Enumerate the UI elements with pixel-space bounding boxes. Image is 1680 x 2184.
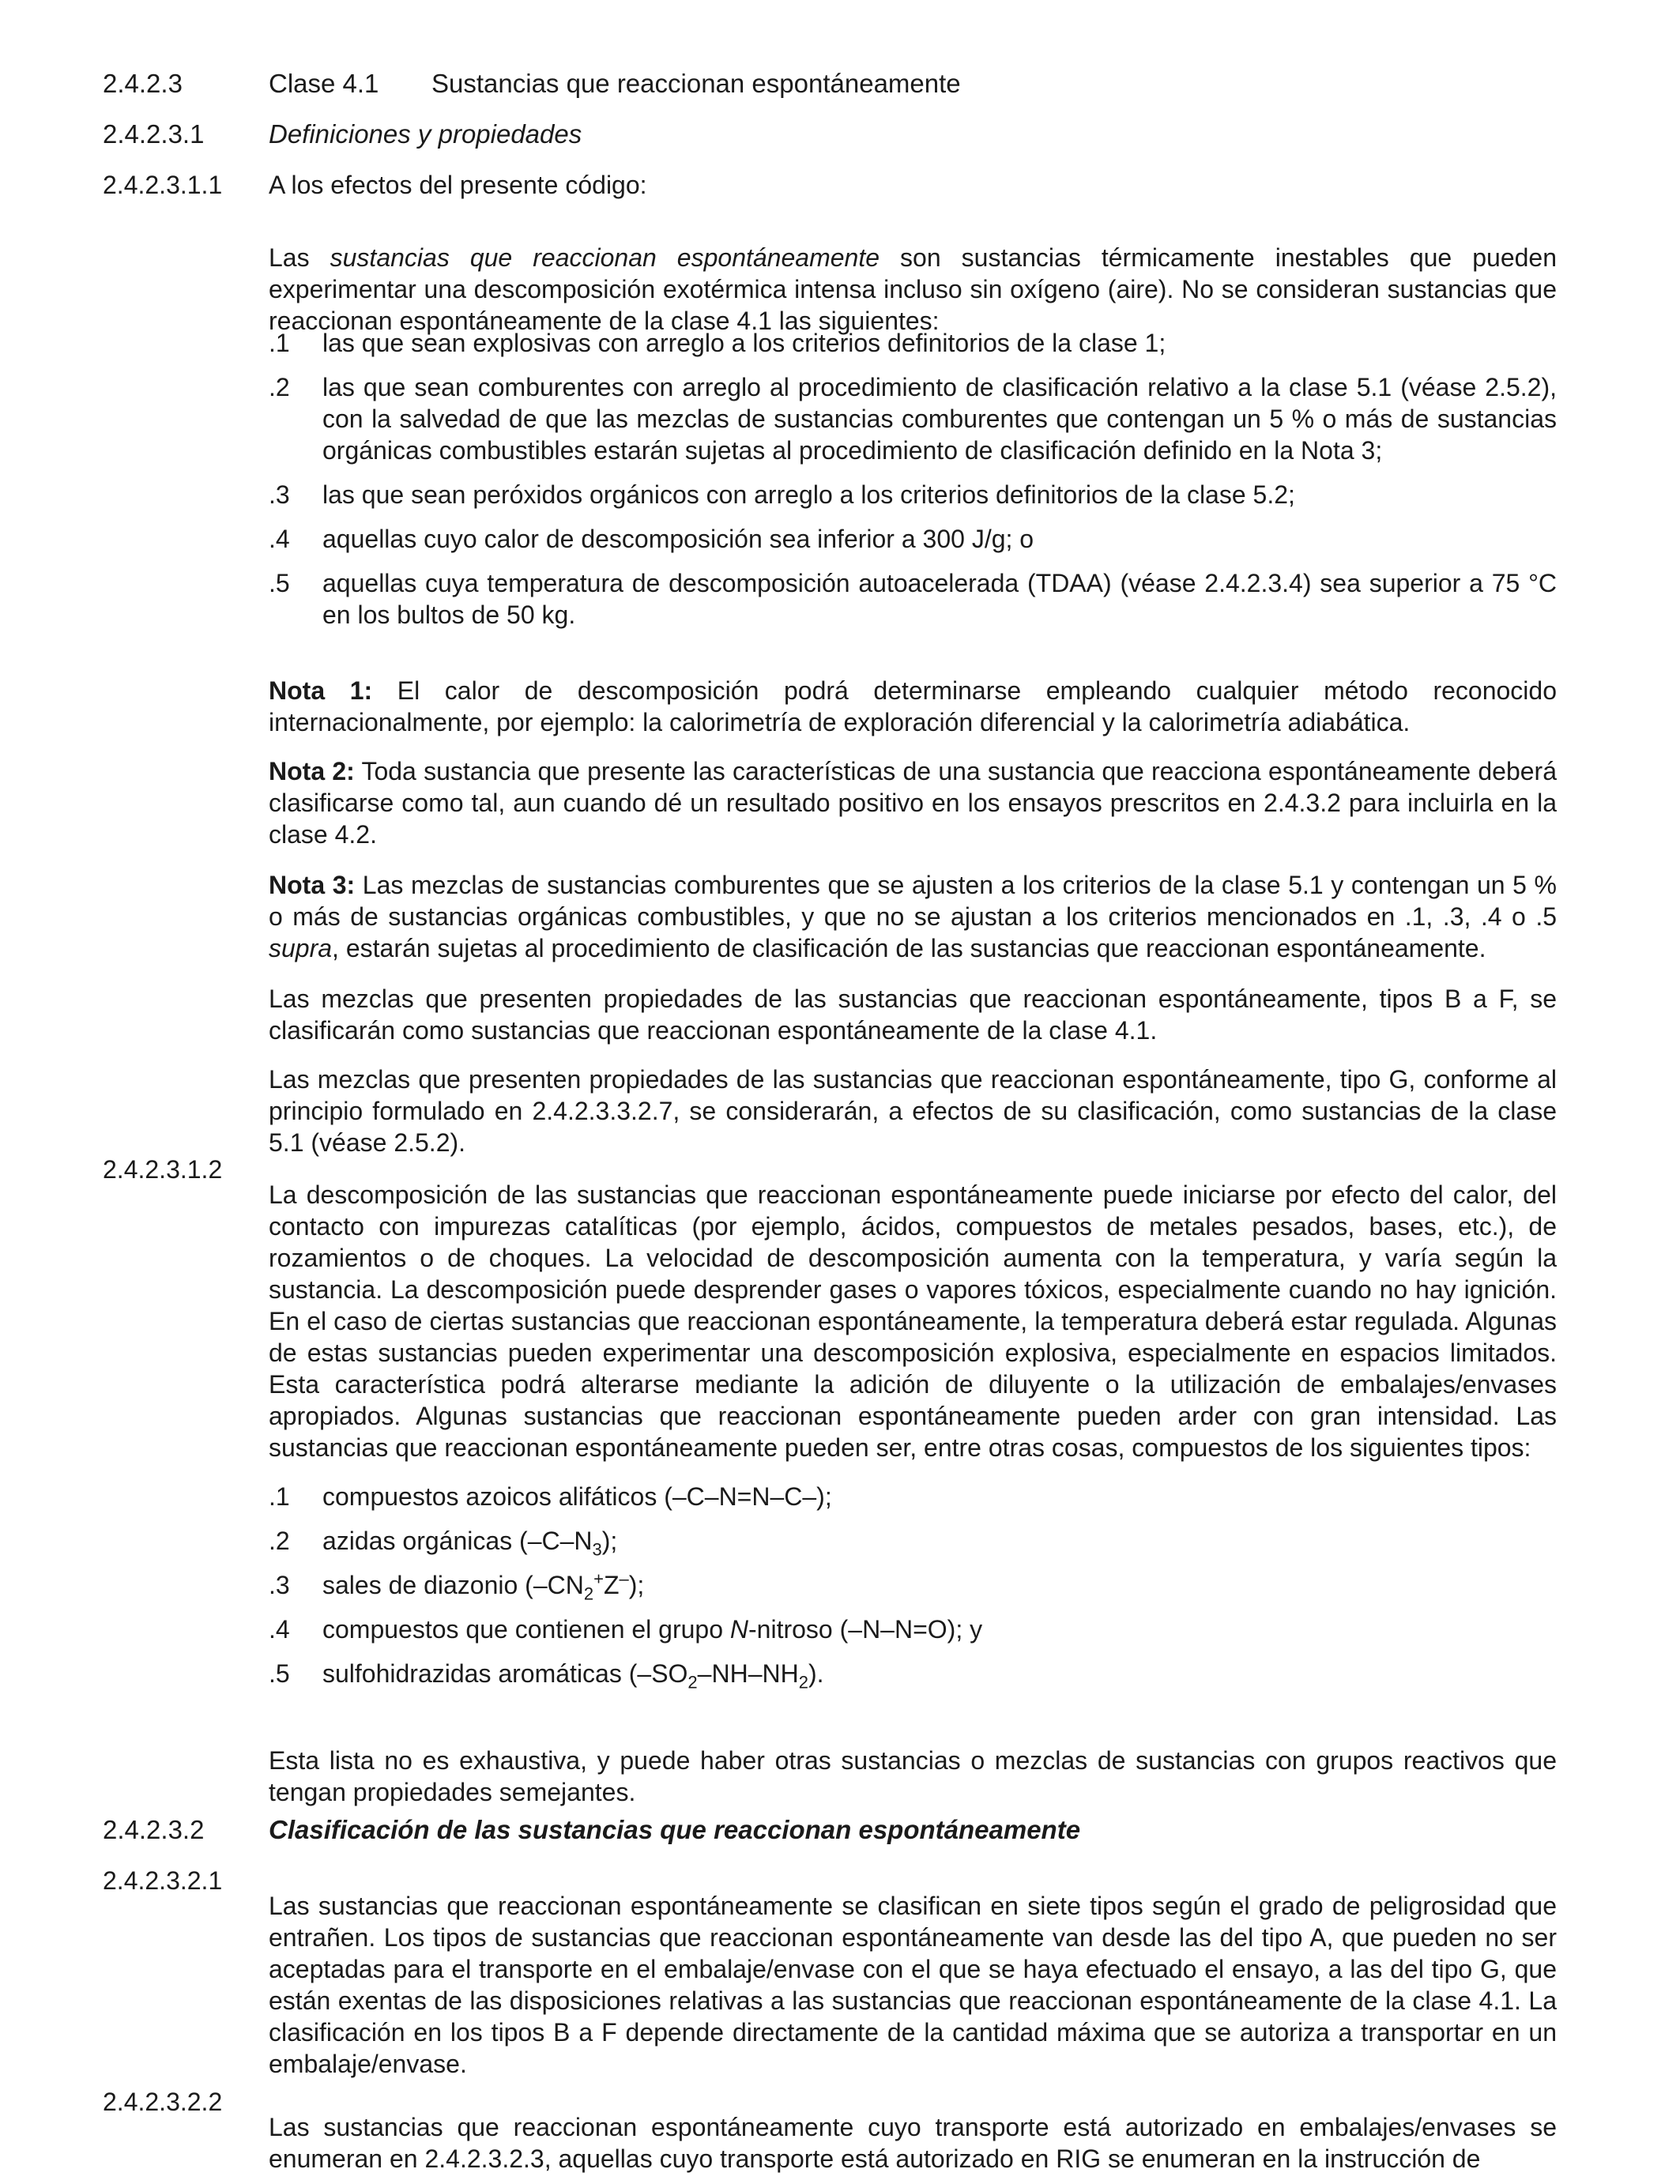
subsection-number: 2.4.2.3.1 [103, 119, 205, 149]
list-item-text: las que sean explosivas con arreglo a los criterios definitorios de la clase 1; [322, 329, 1166, 357]
list-item-label: .4 [269, 525, 290, 553]
paragraph-text: Las sustancias que reaccionan espontáneamente cuyo transporte está autorizado en embalajes/envases se enumeran en 2.4.2.3.2.3, aquellas cuyo transporte está autorizado en RIG se enumeran en la instrucción de [269, 2113, 1557, 2173]
paragraph-lead: A los efectos del presente código: [269, 171, 647, 199]
paragraph-number: 2.4.2.3.1.1 [103, 171, 223, 199]
section-title: Sustancias que reaccionan espontáneamente [431, 69, 961, 98]
list-item-label: .2 [269, 373, 290, 401]
list-item-label: .5 [269, 569, 290, 597]
list-item-text: las que sean comburentes con arreglo al procedimiento de clasificación relativo a la clase 5.1 (véase 2.5.2), con la salvedad de que las mezclas de sustancias comburentes que contengan un 5 % o más de sustancias orgánicas combustibles estarán sujetas al procedimiento de clasificación definido en la Nota 3; [322, 373, 1557, 465]
subsection-number: 2.4.2.3.2 [103, 1815, 205, 1844]
list-item-text: las que sean peróxidos orgánicos con arreglo a los criterios definitorios de la clase 5.2; [322, 480, 1295, 509]
subsection-title: Clasificación de las sustancias que reaccionan espontáneamente [269, 1815, 1081, 1844]
note-text: El calor de descomposición podrá determinarse empleando cualquier método reconocido internacionalmente, por ejemplo: la calorimetría de exploración diferencial y la calorimetría adiabática. [269, 676, 1558, 736]
list-item-label: .3 [269, 480, 290, 509]
paragraph-number: 2.4.2.3.2.1 [103, 1866, 223, 1895]
note-label: Nota 3: [269, 871, 356, 899]
list-item-text: aquellas cuyo calor de descomposición sea inferior a 300 J/g; o [322, 525, 1034, 553]
class-label: Clase 4.1 [269, 69, 379, 98]
definition-text: Las sustancias que reaccionan espontáneamente son sustancias térmicamente inestables que pueden experimentar una descomposición exotérmica intensa incluso sin oxígeno (aire). No se consideran sustancias que reaccionan espontáneamente de la clase 4.1 las siguientes: [269, 243, 1558, 335]
paragraph-number: 2.4.2.3.2.2 [103, 2088, 223, 2116]
note-label: Nota 1: [269, 676, 373, 705]
list-item-text: aquellas cuya temperatura de descomposición autoacelerada (TDAA) (véase 2.4.2.3.4) sea superior a 75 °C en los bultos de 50 kg. [322, 569, 1557, 629]
list-item-label: .1 [269, 329, 290, 357]
subsection-title: Definiciones y propiedades [269, 119, 582, 149]
note-text: Toda sustancia que presente las características de una sustancia que reacciona espontáneamente deberá clasificarse como tal, aun cuando dé un resultado positivo en los ensayos prescritos en 2.4.3.2 para incluirla en la clase 4.2. [269, 757, 1558, 849]
note-label: Nota 2: [269, 757, 355, 785]
paragraph-text: Las sustancias que reaccionan espontáneamente se clasifican en siete tipos según el grado de peligrosidad que entrañen. Los tipos de sustancias que reaccionan espontáneamente van desde las del tipo A, que pueden no ser aceptadas para el transporte en el embalaje/envase con el que se haya efectuado el ensayo, a las del tipo G, que están exentas de las disposiciones relativas a las sustancias que reaccionan espontáneamente de la clase 4.1. La clasificación en los tipos B a F depende directamente de la cantidad máxima que se autoriza a transportar en un embalaje/envase. [269, 1892, 1557, 2078]
section-number: 2.4.2.3 [103, 69, 183, 98]
paragraph-number: 2.4.2.3.1.2 [103, 1155, 223, 1184]
document-page: 2.4.2.3 Clase 4.1 Sustancias que reaccionan espontáneamente 2.4.2.3.1 Definiciones y propiedades 2.4.2.3.1.1 A los efectos del presente código: Las sustancias que reaccionan espontáneamente son sustancias térmicamente inestables que pueden experimentar una descomposición exotérmica intensa incluso sin oxígeno (aire). No se consideran sustancias que reaccionan espontáneamente de la clase 4.1 las siguientes: .1 las que sean explosivas con arreglo a los criterios definitorios de la clase 1; .2 las que sean comburentes con arreglo al procedimiento de clasificación relativo a la clase 5.1 (véase 2.5.2), con la salvedad de que las mezclas de sustancias comburentes que contengan un 5 % o más de sustancias orgánicas combustibles estarán sujetas al procedimiento de clasificación definido en la Nota 3; .3 las que sean peróxidos orgánicos con arreglo a los criterios definitorios de la clase 5.2; .4 aquellas cuyo calor de descomposición sea inferior a 300 J/g; o .5 aquellas cuya temperatura de descomposición autoacelerada (TDAA) (véase 2.4.2.3.4) sea superior a 75 °C en los bultos de 50 kg. Nota 1: El calor de descomposición podrá determinarse empleando cualquier método reconocido internacionalmente, por ejemplo: la calorimetría de exploración diferencial y la calorimetría adiabática. Nota 2: Toda sustancia que presente las características de una sustancia que reacciona espontáneamente deberá clasificarse como tal, aun cuando dé un resultado positivo en los ensayos prescritos en 2.4.3.2 para incluirla en la clase 4.2. Nota 3: Las mezclas de sustancias comburentes que se ajusten a los criterios de la clase 5.1 y contengan un 5 % o más de sustancias orgánicas combustibles, y que no se ajustan a los criterios mencionados en .1, .3, .4 o .5 supra, estarán sujetas al procedimiento de clasificación de las sustancias que reaccionan espontáneamente. Las mezclas que presenten propiedades de las sustancias que reaccionan espontáneamente, tipos B a F, se clasificarán como sustancias que reaccionan espontáneamente de la clase 4.1. Las mezclas que presenten propiedades de las sustancias que reaccionan espontáneamente, tipo G, conforme al principio formulado en 2.4.2.3.3.2.7, se considerarán, a efectos de su clasificación, como sustancias de la clase 5.1 (véase 2.5.2). 2.4.2.3.1.2 La descomposición de las sustancias que reaccionan espontáneamente puede iniciarse por efecto del calor, del contacto con impurezas catalíticas (por ejemplo, ácidos, compuestos de metales pesados, bases, etc.), de rozamientos o de choques. La velocidad de descomposición aumenta con la temperatura, y varía según la sustancia. La descomposición puede desprender gases o vapores tóxicos, especialmente cuando no hay ignición. En el caso de ciertas sustancias que reaccionan espontáneamente, la temperatura deberá estar regulada. Algunas de estas sustancias pueden experimentar una descomposición explosiva, especialmente en espacios limitados. Esta característica podrá alterarse mediante la adición de diluyente o la utilización de embalajes/envases apropiados. Algunas sustancias que reaccionan espontáneamente pueden arder con gran intensidad. Las sustancias que reaccionan espontáneamente pueden ser, entre otras cosas, compuestos de los siguientes tipos: .1 compuestos azoicos alifáticos (–C–N=N–C–); .2 azidas orgánicas $(-C-N_3)$; .3 sales de diazonio $(-CN_2^+Z^-)$; .4 compuestos que contienen el grupo N-nitroso (–N–N=O); y .5 sulfohidrazidas aromáticas $(-SO_2-NH-NH_2)$. Esta lista no es exhaustiva, y puede haber otras sustancias o mezclas de sustancias con grupos reactivos que tengan propiedades semejantes. 2.4.2.3.2 Clasificación de las sustancias que reaccionan espontáneamente 2.4.2.3.2.1 Las sustancias que reaccionan espontáneamente se clasifican en siete tipos según el grado de peligrosidad que entrañen. Los tipos de sustancias que reaccionan espontáneamente van desde las del tipo A, que pueden no ser aceptadas para el transporte en el embalaje/envase con el que se haya efectuado el ensayo, a las del tipo G, que están exentas de las disposiciones relativas a las sustancias que reaccionan espontáneamente de la clase 4.1. La clasificación en los tipos B a F depende directamente de la cantidad máxima que se autoriza a transportar en un embalaje/envase. 2.4.2.3.2.2 Las sustancias que reaccionan espontáneamente cuyo transporte está autorizado en embalajes/envases se enumeran en 2.4.2.3.2.3, aquellas cuyo transporte está autorizado en RIG se enumeran en la instrucción de [103, 69, 1558, 2173]
paragraph-text: La descomposición de las sustancias que reaccionan espontáneamente puede iniciarse por efecto del calor, del contacto con impurezas catalíticas (por ejemplo, ácidos, compuestos de metales pesados, bases, etc.), de rozamientos o de choques. La velocidad de descomposición aumenta con la temperatura, y varía según la sustancia. La descomposición puede desprender gases o vapores tóxicos, especialmente cuando no hay ignición. En el caso de ciertas sustancias que reaccionan espontáneamente, la temperatura deberá estar regulada. Algunas de estas sustancias pueden experimentar una descomposición explosiva, especialmente en espacios limitados. Esta característica podrá alterarse mediante la adición de diluyente o la utilización de embalajes/envases apropiados. Algunas sustancias que reaccionan espontáneamente pueden arder con gran intensidad. Las sustancias que reaccionan espontáneamente pueden ser, entre otras cosas, compuestos de los siguientes tipos: [269, 1180, 1557, 1462]
